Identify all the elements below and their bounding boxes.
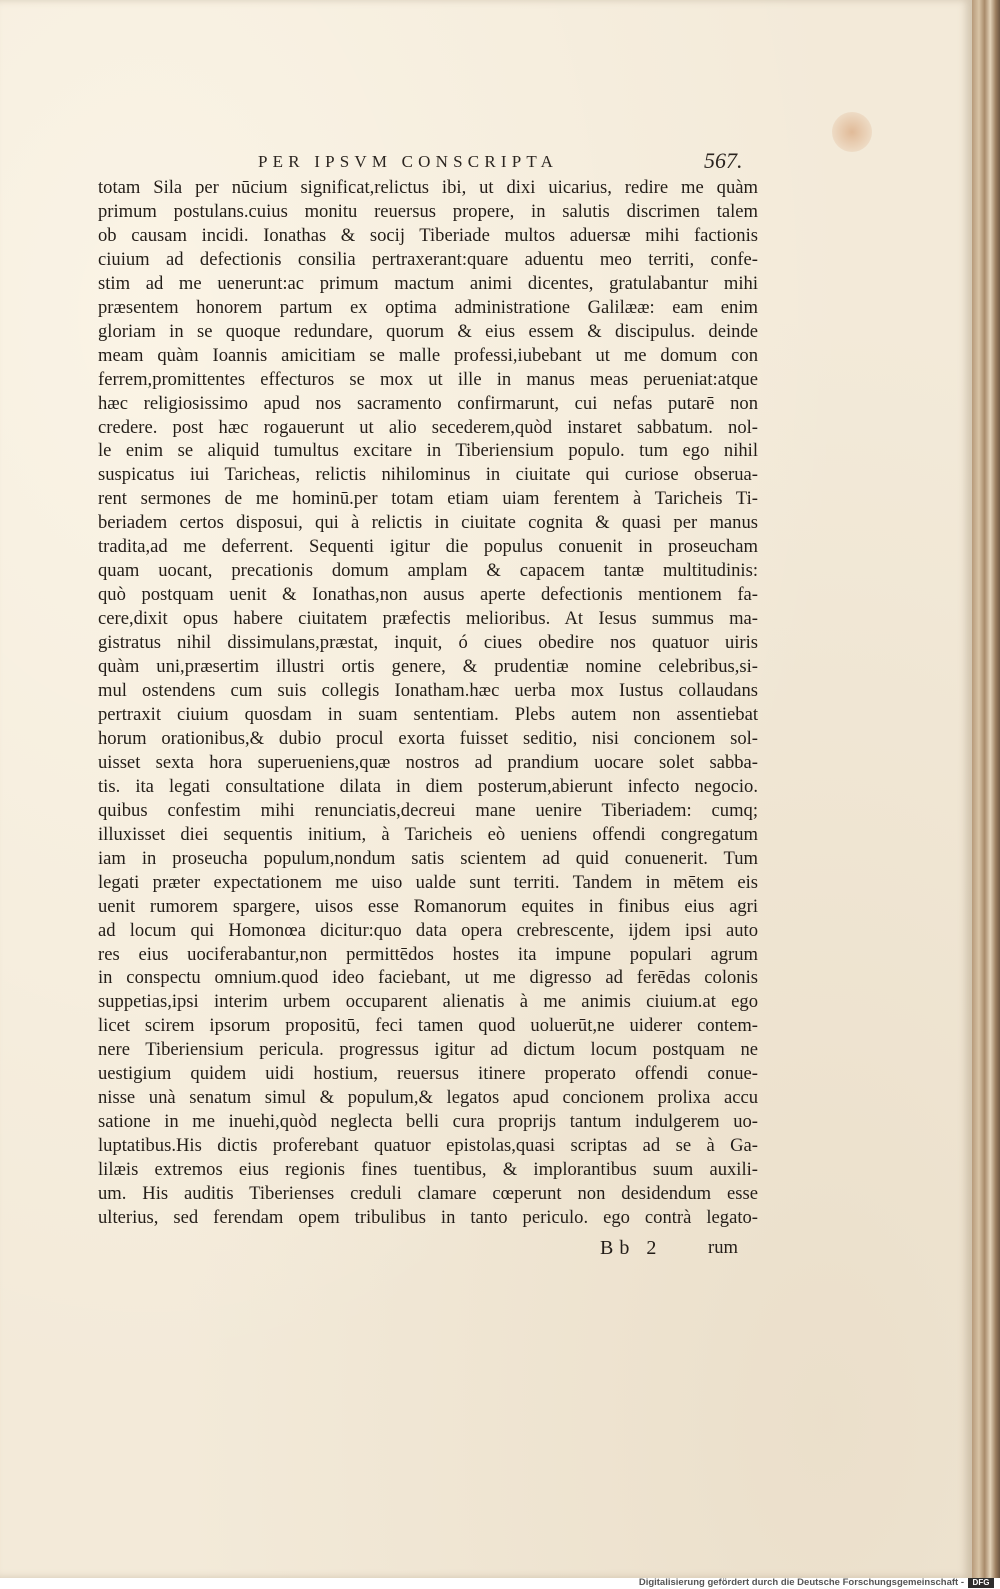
text-line: cere,dixit opus habere ciuitatem præfectis melioribus. At Iesus summus ma- [98,608,758,630]
catchword: rum [708,1237,738,1258]
text-line: ciuium ad defectionis consilia pertraxerant:quare aduentu meo territi, confe- [98,248,758,270]
text-line: in conspectu omnium.quod ideo faciebant, ut me digresso ad ferēdas colonis [98,967,758,989]
text-line: nere Tiberiensium pericula. progressus igitur ad dictum locum postquam ne [98,1039,758,1061]
text-line: ferrem,promittentes effecturos se mox ut ille in manus meas perueniat:atque [98,368,758,390]
text-line: stim ad me uenerunt:ac primum mactum animi dicentes, gratulabantur mihi [98,272,758,294]
footer-bar [0,1578,1000,1589]
text-line: illuxisset diei sequentis initium, à Taricheis eò ueniens offendi congregatum [98,823,758,845]
text-line: iam in proseucha populum,nondum satis scientem ad quid conuenerit. Tum [98,847,758,869]
text-line: legati præter expectationem me uiso ualde sunt territi. Tandem in mētem eis [98,871,758,893]
text-line: horum orationibus,& dubio procul exorta fuisset seditio, nisi concionem sol- [98,727,758,749]
text-line: tradita,ad me deferrent. Sequenti igitur die populus conuenit in proseucham [98,536,758,558]
text-line: ad locum qui Homonœa dicitur:quo data opera crebrescente, ijdem ipsi auto [98,919,758,941]
text-line: uenit rumorem spargere, uisos esse Romanorum equites in finibus eius agri [98,895,758,917]
running-head: PER IPSVM CONSCRIPTA [258,152,559,171]
text-line: suppetias,ipsi interim urbem occuparent alienatis à me animis ciuium.at ego [98,991,758,1013]
text-line: gistratus nihil dissimulans,præstat, inquit, ó ciues obedire nos quatuor uiris [98,632,758,654]
text-line: uestigium quidem uidi hostium, reuersus itinere properato offendi conue- [98,1063,758,1085]
text-line: meam quàm Ioannis amicitiam se malle professi,iubebant ut me domum con [98,344,758,366]
text-line: pertraxit ciuium quosdam in suam sententiam. Plebs autem non assentiebat [98,703,758,725]
text-line: uisset sexta hora superueniens,quæ nostros ad prandium uocare solet sabba- [98,751,758,773]
text-line: totam Sila per nūcium significat,relictus ibi, ut dixi uicarius, redire me quàm [98,177,758,198]
text-line: quibus confestim mihi renunciatis,decreui mane uenire Tiberiadem: cumq; [98,799,758,821]
text-line: mul ostendens cum suis collegis Ionatham.hæc uerba mox Iustus collaudans [98,680,758,702]
text-line: primum postulans.cuius monitu reuersus propere, in salutis discrimen talem [98,200,758,222]
text-line: um. His auditis Tiberienses creduli clamare cœperunt non desidendum esse [98,1183,758,1205]
text-line: le enim se aliquid tumultus excitare in Tiberiensium populo. tum ego nihil [98,440,758,462]
page-number: 567. [704,148,743,173]
text-line: quam uocant, precationis domum amplam & capacem tantæ multitudinis: [98,560,758,582]
text-line: suspicatus iui Taricheas, relictis nihilominus in ciuitate qui curiose obserua- [98,464,758,486]
text-line: nisse unà senatum simul & populum,& legatos apud concionem prolixa accu [98,1087,758,1109]
signature-mark: Bb 2 [600,1237,663,1259]
page-edge-stack [972,0,1000,1578]
text-line: res eius uociferabantur,non permittēdos hostes ita impune populari agrum [98,943,758,965]
text-line: satione in me inuehi,quòd neglecta belli cura proprijs tantum indulgerem uo- [98,1111,758,1133]
text-line: gloriam in se quoque redundare, quorum & eius essem & discipulus. deinde [98,320,758,342]
text-line: quàm uni,præsertim illustri ortis genere, & prudentiæ nomine celebribus,si- [98,656,758,678]
text-line: præsentem honorem partum ex optima administratione Galilææ: eam enim [98,296,758,318]
text-line: lilæis extremos eius regionis fines tuentibus, & implorantibus suum auxili- [98,1159,758,1181]
text-line: tis. ita legati consultatione dilata in diem posterum,abierunt infecto negocio. [98,775,758,797]
text-line: ob causam incidi. Ionathas & socij Tiberiade multos aduersæ mihi factionis [98,224,758,246]
text-line: ulterius, sed ferendam opem tribulibus in tanto periculo. ego contrà legato- [98,1206,758,1228]
text-line: rent sermones de me hominū.per totam etiam uiam ferentem à Taricheis Ti- [98,488,758,510]
text-line: quò postquam uenit & Ionathas,non ausus aperte defectionis mentionem fa- [98,584,758,606]
funding-credit: Digitalisierung gefördert durch die Deutsche Forschungsgemeinschaft - [638,1577,964,1588]
text-block [98,176,758,1230]
text-line: licet scirem ipsorum propositū, feci tamen quod uoluerūt,ne uiderer contem- [98,1015,758,1037]
foxing-stain [832,112,872,152]
dfg-logo-icon: DFG [968,1578,994,1588]
text-line: credere. post hæc rogauerunt ut alio secederem,quòd instaret sabbatum. nol- [98,416,758,438]
text-line: beriadem certos disposui, qui à relictis in ciuitate cognita & quasi per manus [98,512,758,534]
text-line: luptatibus.His dictis proferebant quatuor epistolas,quasi scriptas ad se à Ga- [98,1135,758,1157]
text-line: hæc religiosissimo apud nos sacramento confirmarunt, cui nefas putarē non [98,392,758,414]
